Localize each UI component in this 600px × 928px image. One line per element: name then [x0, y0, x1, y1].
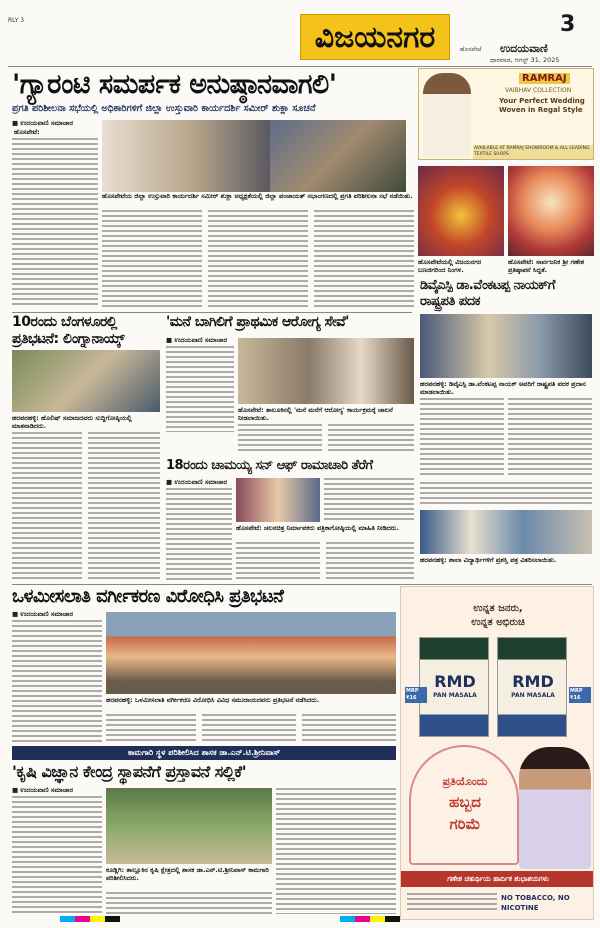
story7-byline: ■ ಉದಯವಾಣಿ ಸಮಾಚಾರ — [12, 610, 74, 618]
rmd-greeting: ಗಣೇಶ ಚತುರ್ಥಿಯ ಹಾರ್ದಿಕ ಶುಭಾಶಯಗಳು — [447, 875, 549, 883]
section-title: ವಿಜಯನಗರ — [314, 19, 436, 55]
story5-body-2 — [324, 478, 414, 522]
story8-body-1 — [12, 796, 102, 914]
rmd-slogan-1: ಉನ್ನತ ಜನರು, — [473, 603, 523, 614]
rmd-pack-left — [419, 637, 489, 737]
story7-body-3 — [202, 714, 296, 744]
story4-photo — [420, 314, 592, 378]
story3-body-1 — [166, 346, 234, 432]
rmd-festival-2: ಹಬ್ಬದ — [449, 793, 481, 811]
festival-caption-left: ಹೊಸಪೇಟೆಯಲ್ಲಿ ವಿಜಯನಗರ ಬಣಜಿಗರಿಂದ ನಿಂಗಳ. — [418, 258, 482, 274]
story3-headline: 'ಮನೆ ಬಾಗಿಲಿಗೆ ಪ್ರಾಥಮಿಕ ಆರೋಗ್ಯ ಸೇವೆ' — [166, 314, 349, 330]
rmd-model — [519, 747, 591, 869]
story3-byline: ■ ಉದಯವಾಣಿ ಸಮಾಚಾರ — [166, 336, 228, 344]
festival-caption-right: ಹೊಸಪೇಟೆ: ಸಾರ್ವಜನಿಕ ಶ್ರೀ ಗಣೇಶ ಪ್ರತಿಷ್ಠಾಪನೆ ಸಿದ್ಧತೆ. — [508, 258, 585, 274]
strip-banner — [12, 746, 396, 760]
header-rule — [8, 66, 592, 67]
story1-dateline: ಹೊಸಪೇಟೆ: — [14, 128, 40, 136]
story8-headline: 'ಕೃಷಿ ವಿಜ್ಞಾನ ಕೇಂದ್ರ ಸ್ಥಾಪನೆಗೆ ಪ್ರಸ್ತಾವನೆ ಸಲ್ಲಿಕೆ' — [12, 762, 247, 781]
ramraj-tagline-1: Your Perfect Wedding — [499, 97, 585, 105]
story7-body-2 — [106, 714, 196, 744]
rmd-ad[interactable] — [400, 586, 594, 920]
story1-headline: 'ಗ್ಯಾರಂಟಿ ಸಮರ್ಪಕ ಅನುಷ್ಠಾನವಾಗಲಿ' — [12, 69, 337, 100]
story1-body-col3 — [208, 210, 308, 310]
story8-byline: ■ ಉದಯವಾಣಿ ಸಮಾಚಾರ — [12, 786, 74, 794]
rmd-pack-right-product: PAN MASALA — [511, 692, 555, 699]
print-marks-left — [60, 916, 120, 922]
rmd-warning: NO TOBACCO, NO NICOTINE — [501, 894, 570, 912]
story7-caption: ಹರಪನಹಳ್ಳಿ: ಒಳಮೀಸಲಾತಿ ವರ್ಗೀಕರಣ ವಿರೋಧಿಸಿ ವಿವಿಧ ಸಮುದಾಯದವರು ಪ್ರತಿಭಟನೆ ನಡೆಸಿದರು. — [106, 696, 320, 704]
story3-caption: ಹೊಸಪೇಟೆ: ತಾಲೂಕಿನಲ್ಲಿ 'ಮನೆ ಮನೆಗೆ ಆರೋಗ್ಯ' ಕಾರ್ಯಕ್ರಮಕ್ಕೆ ಚಾಲನೆ ನೀಡಲಾಯಿತು. — [238, 406, 393, 422]
story8-caption: ಕೂಡ್ಲಿಗಿ: ತಾಲ್ಲೂಕಿನ ಕೃಷಿ ಕ್ಷೇತ್ರದಲ್ಲಿ ಶಾಸಕ ಡಾ.ಎನ್.ಟಿ.ಶ್ರೀನಿವಾಸ್ ಕಾಮಗಾರಿ ಪರಿಶೀಲಿಸಿದರು. — [106, 866, 269, 882]
ramraj-footer: AVAILABLE AT RAMRAJ SHOWROOM & ALL LEADING TEXTILE SHOPS — [473, 145, 593, 159]
rmd-festival-1: ಪ್ರತಿಯೊಂದು — [442, 775, 488, 788]
page-code: RLY 3 — [8, 17, 25, 24]
rmd-fineprint — [407, 893, 497, 913]
story7-photo — [106, 612, 396, 694]
strip-text: ಕಾಮಗಾರಿ ಸ್ಥಳ ಪರಿಶೀಲಿಸಿದ ಶಾಸಕ ಡಾ.ಎನ್.ಟಿ.ಶ್ರೀನಿವಾಸ್ — [127, 748, 281, 757]
story2-headline: 10ರಂದು ಬೆಂಗಳೂರಲ್ಲಿ ಪ್ರತಿಭಟನೆ: ಲಿಂಗ್ನಾನಾಯ್ಕ್ — [12, 314, 125, 347]
rmd-slogan-2: ಉನ್ನತ ಅಭಿರುಚಿ — [471, 617, 525, 628]
story1-byline: ■ ಉದಯವಾಣಿ ಸಮಾಚಾರ — [12, 119, 74, 127]
story2-top-rule — [12, 312, 412, 313]
story1-body-col2 — [102, 210, 202, 310]
festival-photo-right — [508, 166, 594, 256]
story1-body-col4 — [314, 210, 414, 310]
page-number: 3 — [560, 12, 576, 37]
story8-body-3 — [106, 892, 272, 914]
story6-body — [420, 482, 592, 506]
ramraj-ad[interactable] — [418, 68, 594, 160]
paper-name: ಉದಯವಾಣಿ — [500, 42, 548, 55]
story4-body-2 — [508, 398, 592, 478]
story7-body-1 — [12, 620, 102, 744]
story7-body-4 — [302, 714, 396, 744]
story8-photo — [106, 788, 272, 864]
edition-date: ಧಾರವಾಡ, ಆಗಸ್ಟ್ 31, 2025 — [490, 56, 560, 64]
story5-photo — [236, 478, 320, 522]
rmd-festival-3: ಗರಿಮೆ — [449, 815, 481, 833]
story6-photo — [420, 510, 592, 554]
story2-caption: ಹರಪನಹಳ್ಳಿ: ಹೊಲಿಷ್ ಸಮಾಜದವರು ಸುದ್ದಿಗೋಷ್ಠಿಯಲ್ಲಿ ಮಾತನಾಡಿದರು. — [12, 414, 132, 430]
print-marks-center — [340, 916, 400, 922]
rmd-pack-right-brand: RMD — [512, 672, 554, 691]
story5-body-3 — [236, 542, 320, 582]
story5-body-1 — [166, 488, 232, 582]
story8-body-2 — [276, 788, 396, 914]
story7-top-rule — [12, 584, 592, 585]
rmd-mrp-left: MRP ₹16 — [405, 687, 427, 703]
story4-caption: ಹರಪನಹಳ್ಳಿ: ಡಿವೈಎಸ್ಪಿ ಡಾ.ವೆಂಕಟಪ್ಪ ನಾಯಕ್ ಅವರಿಗೆ ರಾಷ್ಟ್ರಪತಿ ಪದಕ ಪ್ರದಾನ ಮಾಡಲಾಯಿತು. — [420, 380, 586, 396]
story1-photo-2 — [270, 120, 406, 192]
rmd-greeting-band — [401, 871, 594, 887]
festival-photo-left — [418, 166, 504, 256]
ramraj-tagline-2: Woven in Regal Style — [499, 106, 583, 114]
rmd-pack-left-product: PAN MASALA — [433, 692, 477, 699]
story5-caption: ಹೊಸಪೇಟೆ: ಚಲನಚಿತ್ರ ನಿರ್ಮಾಪಕರು ಪತ್ರಿಕಾಗೋಷ್ಠಿಯಲ್ಲಿ ಮಾಹಿತಿ ನೀಡಿದರು. — [236, 524, 399, 532]
ramraj-model — [423, 73, 471, 157]
story2-body-2 — [88, 432, 160, 582]
story1-subhead: ಪ್ರಗತಿ ಪರಿಶೀಲನಾ ಸಭೆಯಲ್ಲಿ ಅಧಿಕಾರಿಗಳಿಗೆ ಜಿಲ್ಲಾ ಉಸ್ತುವಾರಿ ಕಾರ್ಯದರ್ಶಿ ಸಮೀರ್ ಶುಕ್ಲಾ ಸೂಚನೆ — [12, 103, 316, 114]
rmd-pack-left-brand: RMD — [434, 672, 476, 691]
story4-body-1 — [420, 398, 504, 478]
story5-byline: ■ ಉದಯವಾಣಿ ಸಮಾಚಾರ — [166, 478, 228, 486]
story2-body-1 — [12, 432, 82, 582]
story5-body-4 — [326, 542, 414, 582]
story6-caption: ಹರಪನಹಳ್ಳಿ: ಶಾಲಾ ವಿದ್ಯಾರ್ಥಿಗಳಿಗೆ ಪ್ರಶಸ್ತಿ ಪತ್ರ ವಿತರಿಸಲಾಯಿತು. — [420, 556, 557, 564]
story1-body-col1 — [12, 138, 98, 308]
story1-caption: ಹೊಸಪೇಟೆಯ ಜಿಲ್ಲಾ ಉಸ್ತುವಾರಿ ಕಾರ್ಯದರ್ಶಿ ಸಮೀರ್ ಶುಕ್ಲಾ ಅಧ್ಯಕ್ಷತೆಯಲ್ಲಿ ಜಿಲ್ಲಾ ಪಂಚಾಯತ್ ಸಭಾಂಗಣದಲ್ಲಿ ಪ್ರಗತಿ ಪರಿಶೀಲನಾ ಸಭೆ ನಡೆಯಿತು. — [102, 192, 413, 200]
story5-headline: 18ರಂದು ಚಾಮಯ್ಯ ಸನ್ ಆಫ್ ರಾಮಾಚಾರಿ ತೆರೆಗೆ — [166, 458, 373, 473]
story4-headline: ಡಿವೈಎಸ್ಪಿ ಡಾ.ವೆಂಕಟಪ್ಪ ನಾಯಕ್‌ಗೆ ರಾಷ್ಟ್ರಪತಿ ಪದಕ — [420, 278, 555, 309]
section-title-banner — [300, 14, 450, 60]
ramraj-brand: RAMRAJ — [519, 73, 570, 84]
rmd-pack-right — [497, 637, 567, 737]
ramraj-collection: VAIBHAV COLLECTION — [505, 87, 572, 94]
story3-body-3 — [328, 424, 414, 454]
rmd-mrp-right: MRP ₹16 — [569, 687, 591, 703]
story3-body-2 — [238, 424, 322, 454]
story7-headline: ಒಳಮೀಸಲಾತಿ ವರ್ಗೀಕರಣ ವಿರೋಧಿಸಿ ಪ್ರತಿಭಟನೆ — [12, 586, 284, 607]
story2-photo — [12, 350, 160, 412]
story3-photo — [238, 338, 414, 404]
edition-label: ಹೊಸಪೇಟೆ — [460, 46, 482, 53]
